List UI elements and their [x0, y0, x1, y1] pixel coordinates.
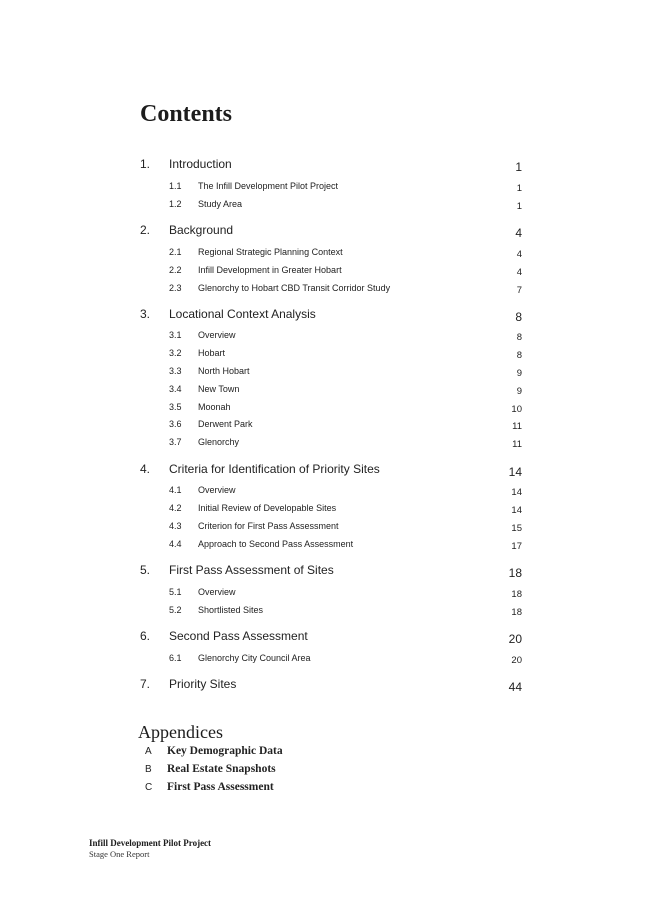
toc-subsection-entry[interactable] [0, 604, 646, 622]
toc-entry-number: 2. [140, 223, 151, 237]
toc-entry-page-number: 18 [508, 566, 522, 580]
appendix-letter: C [145, 782, 153, 793]
toc-entry-page-number: 8 [516, 350, 522, 361]
toc-entry-page-number: 4 [515, 226, 522, 240]
toc-entry-number: 6. [140, 629, 151, 643]
toc-subsection-entry[interactable] [0, 401, 646, 419]
toc-entry-number: 3.5 [169, 402, 182, 412]
toc-entry-label: Regional Strategic Planning Context [198, 247, 343, 257]
toc-entry-page-number: 14 [511, 487, 522, 498]
appendix-label: Key Demographic Data [167, 745, 283, 757]
toc-entry-number: 5.1 [169, 587, 182, 597]
toc-entry-label: Initial Review of Developable Sites [198, 503, 337, 513]
toc-subsection-entry[interactable] [0, 652, 646, 670]
toc-section-entry[interactable] [0, 223, 646, 241]
toc-subsection-entry[interactable] [0, 520, 646, 538]
toc-section-entry[interactable] [0, 629, 646, 647]
toc-entry-label: Criteria for Identification of Priority Sites [169, 462, 380, 476]
appendix-label: First Pass Assessment [167, 781, 274, 793]
toc-entry-label: Locational Context Analysis [169, 307, 316, 321]
toc-entry-page-number: 14 [511, 505, 522, 516]
toc-entry-page-number: 1 [515, 160, 522, 174]
toc-subsection-entry[interactable] [0, 180, 646, 198]
page-title: Contents [140, 101, 233, 127]
toc-entry-page-number: 4 [516, 267, 522, 278]
toc-entry-label: North Hobart [198, 366, 250, 376]
toc-subsection-entry[interactable] [0, 418, 646, 436]
toc-entry-label: Approach to Second Pass Assessment [198, 539, 354, 549]
appendices-title: Appendices [138, 722, 223, 742]
toc-entry-number: 3.1 [169, 330, 182, 340]
appendix-entry[interactable] [0, 781, 646, 799]
toc-entry-label: Study Area [198, 199, 243, 209]
toc-entry-label: Criterion for First Pass Assessment [198, 521, 339, 531]
toc-entry-label: Introduction [169, 157, 232, 171]
toc-entry-page-number: 14 [508, 465, 522, 479]
toc-entry-number: 2.3 [169, 283, 182, 293]
footer-report-name: Stage One Report [89, 849, 150, 859]
toc-entry-page-number: 9 [516, 368, 522, 379]
toc-entry-number: 4.1 [169, 485, 182, 495]
toc-subsection-entry[interactable] [0, 383, 646, 401]
toc-entry-label: Moonah [198, 402, 231, 412]
toc-entry-number: 5.2 [169, 605, 182, 615]
toc-entry-label: First Pass Assessment of Sites [169, 563, 334, 577]
toc-entry-label: Hobart [198, 348, 226, 358]
toc-entry-page-number: 1 [516, 201, 522, 212]
toc-entry-page-number: 20 [511, 655, 522, 666]
toc-entry-page-number: 8 [515, 310, 522, 324]
toc-entry-label: Second Pass Assessment [169, 629, 308, 643]
toc-entry-number: 3.3 [169, 366, 182, 376]
footer [89, 838, 211, 859]
toc-entry-number: 1.1 [169, 181, 182, 191]
toc-section-entry[interactable] [0, 462, 646, 480]
toc-subsection-entry[interactable] [0, 347, 646, 365]
toc-entry-number: 3.7 [169, 437, 182, 447]
toc-subsection-entry[interactable] [0, 329, 646, 347]
toc-section-entry[interactable] [0, 563, 646, 581]
toc-entry-page-number: 15 [511, 523, 522, 534]
toc-entry-label: Glenorchy City Council Area [198, 653, 311, 663]
toc-entry-page-number: 7 [516, 285, 522, 296]
toc-entry-page-number: 9 [516, 386, 522, 397]
toc-subsection-entry[interactable] [0, 538, 646, 556]
toc-entry-number: 5. [140, 563, 151, 577]
toc-section-entry[interactable] [0, 677, 646, 695]
appendix-letter: B [145, 764, 152, 775]
toc-entry-page-number: 10 [511, 404, 522, 415]
toc-section-entry[interactable] [0, 157, 646, 175]
toc-subsection-entry[interactable] [0, 484, 646, 502]
appendix-entry[interactable] [0, 763, 646, 781]
toc-entry-number: 4.2 [169, 503, 182, 513]
toc-subsection-entry[interactable] [0, 198, 646, 216]
toc-entry-label: Background [169, 223, 234, 237]
toc-entry-label: Glenorchy to Hobart CBD Transit Corridor Study [198, 283, 391, 293]
toc-subsection-entry[interactable] [0, 282, 646, 300]
toc-entry-number: 3.6 [169, 419, 182, 429]
toc-entry-label: Glenorchy [198, 437, 240, 447]
toc-subsection-entry[interactable] [0, 502, 646, 520]
toc-subsection-entry[interactable] [0, 586, 646, 604]
toc-entry-page-number: 17 [511, 541, 522, 552]
toc-entry-label: Derwent Park [198, 419, 253, 429]
toc-entry-page-number: 44 [508, 680, 522, 694]
toc-entry-number: 2.2 [169, 265, 182, 275]
toc-section-entry[interactable] [0, 307, 646, 325]
toc-entry-number: 1. [140, 157, 151, 171]
toc-entry-number: 4. [140, 462, 151, 476]
toc-entry-label: Infill Development in Greater Hobart [198, 265, 342, 275]
toc-entry-label: Shortlisted Sites [198, 605, 264, 615]
appendix-entry[interactable] [0, 745, 646, 763]
toc-entry-number: 7. [140, 677, 151, 691]
toc-entry-page-number: 4 [516, 249, 522, 260]
toc-subsection-entry[interactable] [0, 246, 646, 264]
toc-entry-page-number: 20 [508, 632, 522, 646]
toc-subsection-entry[interactable] [0, 264, 646, 282]
toc-entry-label: Overview [198, 587, 236, 597]
toc-entry-label: The Infill Development Pilot Project [198, 181, 339, 191]
toc-entry-number: 3. [140, 307, 151, 321]
appendix-letter: A [145, 746, 152, 757]
toc-entry-page-number: 1 [516, 183, 522, 194]
toc-entry-page-number: 11 [512, 421, 522, 432]
toc-entry-number: 4.3 [169, 521, 182, 531]
appendix-label: Real Estate Snapshots [167, 763, 276, 775]
toc-entry-label: Priority Sites [169, 677, 237, 691]
toc-entry-number: 3.2 [169, 348, 182, 358]
footer-project-title: Infill Development Pilot Project [89, 838, 212, 848]
toc-entry-page-number: 18 [511, 589, 522, 600]
toc-entry-page-number: 11 [512, 439, 522, 450]
toc-entry-label: Overview [198, 485, 236, 495]
toc-entry-number: 1.2 [169, 199, 182, 209]
toc-entry-number: 2.1 [169, 247, 182, 257]
toc-entry-number: 6.1 [169, 653, 182, 663]
toc-entry-label: New Town [198, 384, 240, 394]
toc-subsection-entry[interactable] [0, 365, 646, 383]
toc-entry-label: Overview [198, 330, 236, 340]
toc-entry-number: 4.4 [169, 539, 182, 549]
toc-entry-number: 3.4 [169, 384, 182, 394]
toc-entry-page-number: 8 [516, 332, 522, 343]
toc-subsection-entry[interactable] [0, 436, 646, 454]
toc-entry-page-number: 18 [511, 607, 522, 618]
